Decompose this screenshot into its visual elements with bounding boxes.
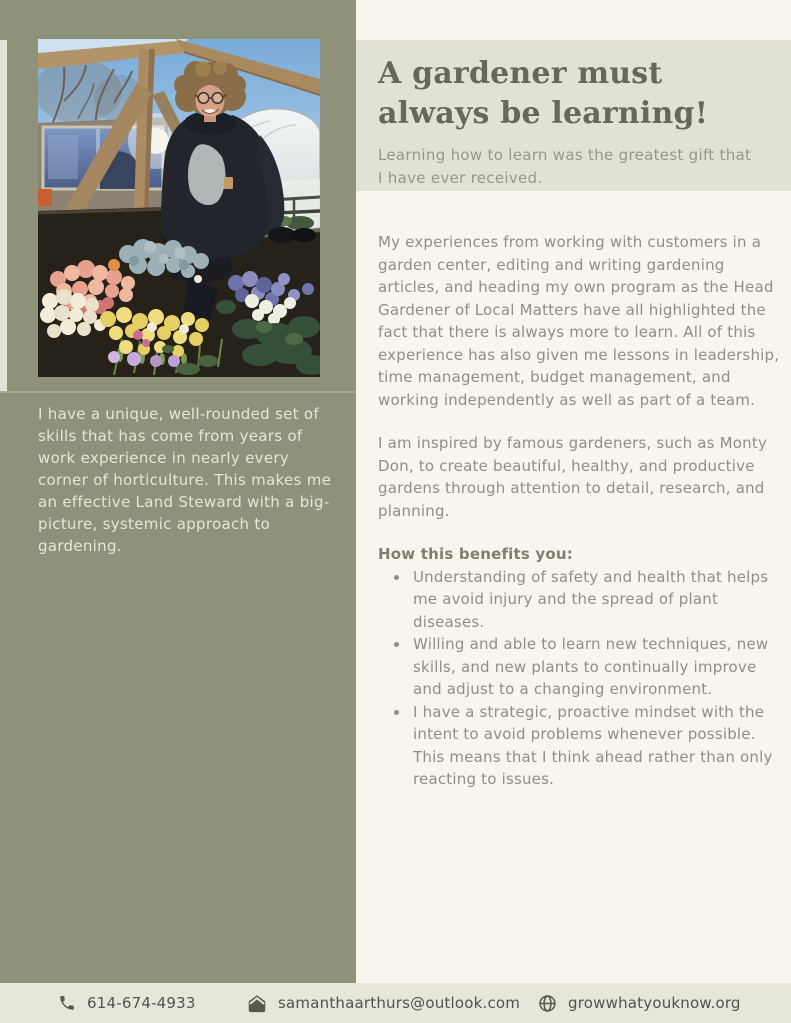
profile-photo-illustration bbox=[38, 39, 320, 377]
phone-icon bbox=[58, 994, 76, 1012]
experience-paragraph: My experiences from working with customers in a garden center, editing and writing gardening articles, and heading my own program as the Head Gardener of Local Matters have all highlighted the fact that there is always more to learn. All of this experience has also given me lessons in leadership, time management, budget management, and working independently as well as part of a team. bbox=[378, 233, 780, 409]
title-line-1: A gardener must bbox=[378, 56, 663, 91]
photo-baseline-divider bbox=[0, 391, 356, 393]
inspiration-paragraph: I am inspired by famous gardeners, such as Monty Don, to create beautiful, healthy, and productive gardens through attention to detail, research, and planning. bbox=[378, 434, 768, 520]
profile-photo bbox=[38, 39, 320, 377]
footer bbox=[0, 983, 791, 1023]
subtitle: Learning how to learn was the greatest gift that I have ever received. bbox=[378, 146, 752, 187]
phone-number: 614-674-4933 bbox=[87, 994, 196, 1012]
page-title bbox=[378, 54, 791, 134]
website-contact bbox=[538, 983, 741, 1023]
benefit-item: • I have a strategic, proactive mindset with the intent to avoid problems whenever possible. This means that I think ahead rather than only reacting to issues. bbox=[410, 701, 781, 791]
email-contact bbox=[247, 983, 520, 1023]
benefit-item: • Understanding of safety and health that helps me avoid injury and the spread of plant diseases. bbox=[410, 566, 781, 634]
title-line-2: always be learning! bbox=[378, 96, 709, 131]
envelope-icon bbox=[247, 994, 267, 1013]
benefits-heading: How this benefits you: bbox=[378, 545, 573, 563]
globe-icon bbox=[538, 994, 557, 1013]
benefits-list bbox=[378, 566, 781, 791]
main-content bbox=[378, 231, 781, 791]
header bbox=[356, 40, 791, 191]
phone-contact bbox=[58, 983, 196, 1023]
website-url: growwhatyouknow.org bbox=[568, 994, 741, 1012]
email-address: samanthaarthurs@outlook.com bbox=[278, 994, 521, 1012]
edge-accent-strip bbox=[0, 40, 7, 391]
bio-text: I have a unique, well-rounded set of skills that has come from years of work experience in nearly every corner of horticulture. This makes me an effective Land Steward with a big-picture, systemic approach to gardening. bbox=[38, 405, 332, 555]
benefit-item: • Willing and able to learn new techniques, new skills, and new plants to continually improve and adjust to a changing environment. bbox=[410, 633, 781, 701]
